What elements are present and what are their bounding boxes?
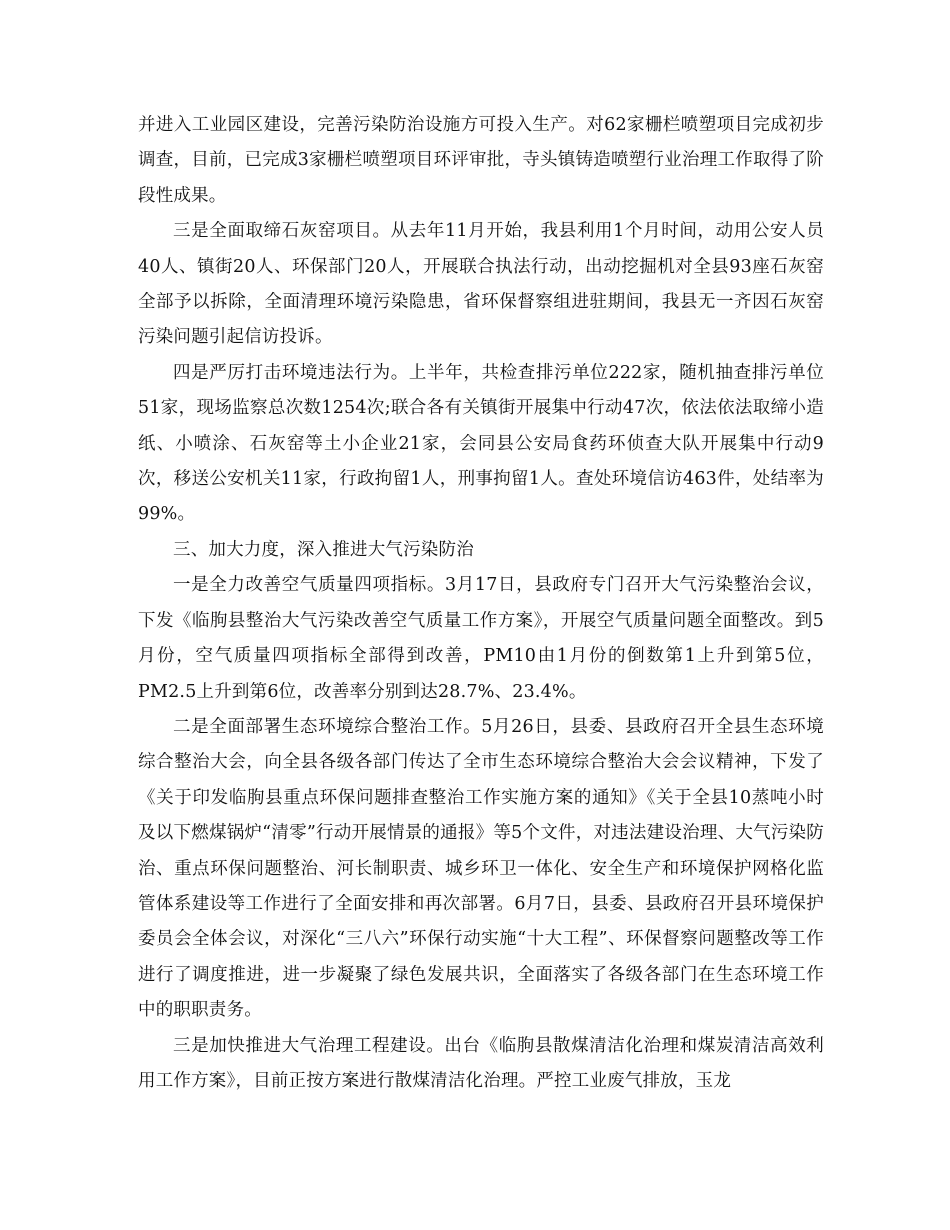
paragraph-1: 并进入工业园区建设，完善污染防治设施方可投入生产。对62家栅栏喷塑项目完成初步调查，目前，已完成3家栅栏喷塑项目环评审批，寺头镇铸造喷塑行业治理工作取得了阶段性成果。 (138, 115, 824, 206)
paragraph-3: 四是严厉打击环境违法行为。上半年，共检查排污单位222家，随机抽查排污单位51家，现场监察总次数1254次;联合各有关镇街开展集中行动47次，依法依法取缔小造纸、小喷涂、石灰窑等土小企业21家，会同县公安局食药环侦查大队开展集中行动9次，移送公安机关11家，行政拘留1人，刑事拘留1人。查处环境信访463件，处结率为99%。 (138, 362, 824, 525)
document-body (138, 108, 824, 1099)
paragraph-6: 二是全面部署生态环境综合整治工作。5月26日，县委、县政府召开全县生态环境综合整治大会，向全县各级各部门传达了全市生态环境综合整治大会会议精神，下发了《关于印发临朐县重点环保问题排查整治工作实施方案的通知》《关于全县10蒸吨小时及以下燃煤锅炉“清零”行动开展情景的通报》等5个文件，对违法建设治理、大气污染防治、重点环保问题整治、河长制职责、城乡环卫一体化、安全生产和环境保护网格化监管体系建设等工作进行了全面安排和再次部署。6月7日，县委、县政府召开县环境保护委员会全体会议，对深化“三八六”环保行动实施“十大工程”、环保督察问题整改等工作进行了调度推进，进一步凝聚了绿色发展共识，全面落实了各级各部门在生态环境工作中的职职责务。 (138, 716, 824, 1021)
paragraph-7: 三是加快推进大气治理工程建设。出台《临朐县散煤清洁化治理和煤炭清洁高效利用工作方案》，目前正按方案进行散煤清洁化治理。严控工业废气排放，玉龙 (138, 1035, 824, 1091)
section-heading: 三、加大力度，深入推进大气污染防治 (173, 539, 474, 560)
paragraph-5: 一是全力改善空气质量四项指标。3月17日，县政府专门召开大气污染整治会议，下发《临朐县整治大气污染改善空气质量工作方案》，开展空气质量问题全面整改。到5月份，空气质量四项指标全部得到改善，PM10由1月份的倒数第1上升到第5位，PM2.5上升到第6位，改善率分别到达28.7%、23.4%。 (138, 575, 824, 702)
paragraph-2: 三是全面取缔石灰窑项目。从去年11月开始，我县利用1个月时间，动用公安人员40人、镇街20人、环保部门20人，开展联合执法行动，出动挖掘机对全县93座石灰窑全部予以拆除，全面清理环境污染隐患，省环保督察组进驻期间，我县无一齐因石灰窑污染问题引起信访投诉。 (138, 221, 824, 348)
